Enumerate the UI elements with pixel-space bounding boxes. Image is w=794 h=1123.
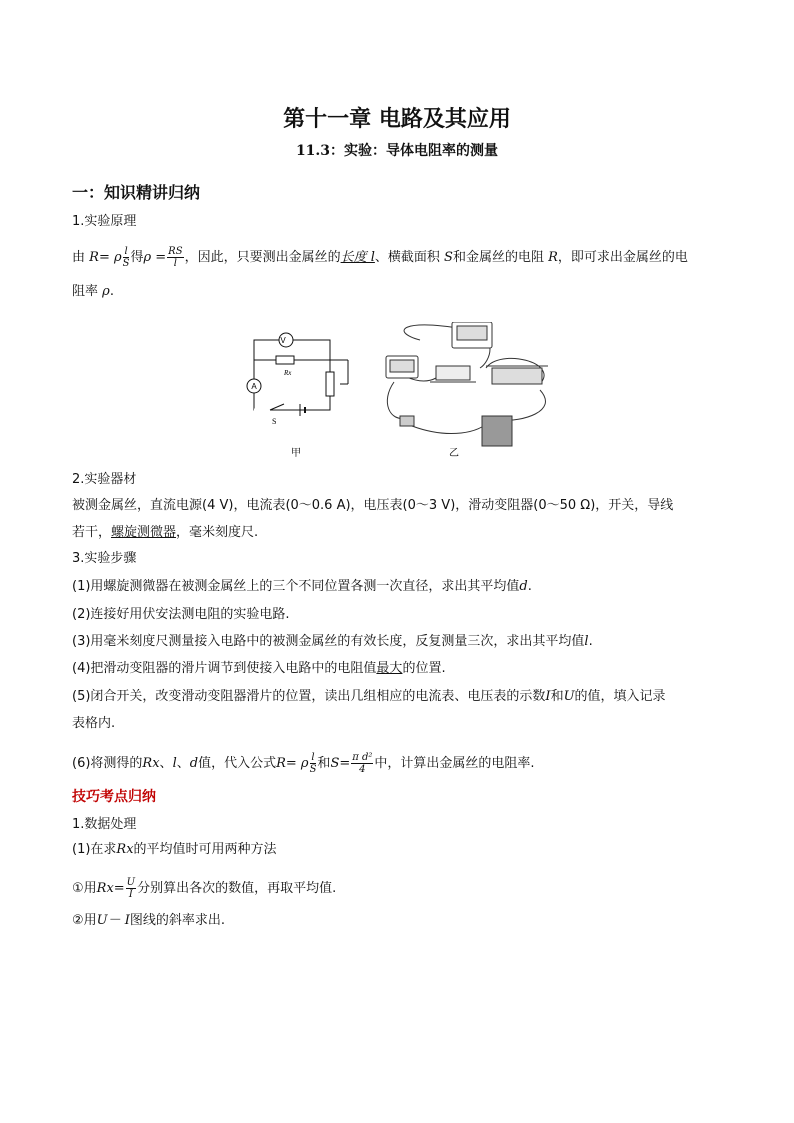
underlined-term: 螺旋测微器 (111, 525, 177, 540)
symbol: d (519, 579, 528, 594)
formula: U－ I (96, 913, 130, 928)
underlined-term: 最大 (376, 661, 403, 676)
numerator: π d² (352, 752, 373, 763)
fraction (167, 246, 183, 269)
figure-label-b: 乙 (449, 448, 459, 459)
symbol: R (548, 250, 558, 265)
step-5-cont: 表格内. (72, 716, 116, 731)
circuit-figure (240, 322, 580, 462)
text: 阻率 (72, 284, 99, 299)
text: ，因此，只要测出金属丝的 (184, 250, 341, 265)
denominator: l (173, 258, 177, 269)
formula: R= ρ (89, 250, 122, 265)
text: 图线的斜率求出. (129, 913, 226, 928)
text: 和金属丝的电阻 (452, 250, 544, 265)
switch-label: S (272, 417, 277, 426)
symbol: ρ (102, 284, 110, 299)
text: 分别算出各次的数值，再取平均值. (137, 881, 337, 896)
text: 的平均值时可用两种方法 (133, 842, 277, 857)
fraction (310, 752, 317, 775)
denominator: I (128, 889, 133, 900)
section-heading-knowledge: 一：知识精讲归纳 (72, 183, 201, 202)
chapter-title: 第十一章 电路及其应用 (283, 106, 511, 132)
text: 、 (176, 756, 190, 771)
text: ，毫米刻度尺. (176, 525, 259, 540)
step-5 (72, 688, 666, 706)
text: 、横截面积 (374, 250, 440, 265)
symbol: I (545, 689, 551, 704)
method-1 (72, 877, 336, 900)
principle-line-2 (72, 283, 114, 301)
text: (5)闭合开关，改变滑动变阻器滑片的位置，读出几组相应的电流表、电压表的示数 (72, 689, 546, 704)
equipment-title: 2.实验器材 (72, 472, 137, 487)
fraction (351, 752, 373, 775)
text: ②用 (72, 913, 97, 928)
fraction (126, 877, 136, 900)
text: (4)把滑动变阻器的滑片调节到使接入电路中的电阻值 (72, 661, 377, 676)
denominator: S (122, 258, 130, 269)
ammeter-label: A (251, 382, 257, 391)
symbol: d (189, 756, 199, 771)
equipment-line-1: 被测金属丝，直流电源(4 V)，电流表(0～0.6 A)，电压表(0～3 V)，滑动变阻器(0～50 Ω)，开关，导线 (72, 498, 674, 513)
fraction (123, 246, 130, 269)
text: (1)用螺旋测微器在被测金属丝上的三个不同位置各测一次直径，求出其平均值 (72, 579, 520, 594)
formula: ρ = (143, 250, 167, 265)
principle-title: 1.实验原理 (72, 214, 137, 229)
text: 由 (72, 250, 86, 265)
text: . (588, 634, 593, 649)
text: (6)将测得的 (72, 756, 143, 771)
data-title: 1.数据处理 (72, 817, 137, 832)
text: 和 (550, 689, 564, 704)
text: 和 (317, 756, 331, 771)
formula: S= (330, 756, 351, 771)
step-2: (2)连接好用伏安法测电阻的实验电路. (72, 607, 290, 622)
equipment-line-2 (72, 524, 258, 542)
step-3 (72, 633, 593, 651)
data-sub-1 (72, 841, 277, 859)
section-heading-tips: 技巧考点归纳 (72, 789, 156, 805)
text: . (109, 284, 114, 299)
text: 的位置. (402, 661, 446, 676)
numerator: U (126, 877, 136, 888)
denominator: S (309, 764, 317, 775)
text: (3)用毫米刻度尺测量接入电路中的被测金属丝的有效长度，反复测量三次，求出其平均值 (72, 634, 585, 649)
text: 得 (130, 250, 144, 265)
symbol: Rx (142, 756, 160, 771)
step-6 (72, 752, 535, 775)
symbol: l (172, 756, 177, 771)
text: 的值，填入记录 (574, 689, 666, 704)
section-subtitle: 11.3：实验：导体电阻率的测量 (295, 143, 499, 159)
text: . (527, 579, 532, 594)
method-2 (72, 912, 225, 930)
principle-line-1 (72, 246, 688, 269)
symbol: S (444, 250, 453, 265)
symbol: U (563, 689, 575, 704)
formula: Rx= (96, 881, 125, 896)
text: 值，代入公式 (198, 756, 277, 771)
voltmeter-label: V (280, 336, 286, 345)
symbol: l (584, 634, 589, 649)
text: (1)在求 (72, 842, 117, 857)
denominator: 4 (359, 764, 366, 775)
resistor-label: Rx (284, 369, 292, 377)
numerator: l (311, 752, 315, 763)
underlined-term: 长度 l (340, 250, 375, 265)
text: 、 (159, 756, 173, 771)
text: ①用 (72, 881, 97, 896)
figure-label-a: 甲 (291, 448, 301, 459)
numerator: l (124, 246, 128, 257)
step-4 (72, 660, 446, 678)
numerator: RS (168, 246, 183, 257)
apparatus-sketch (386, 322, 548, 446)
text: 若干， (72, 525, 112, 540)
symbol: Rx (116, 842, 134, 857)
step-1 (72, 578, 532, 596)
schematic-diagram (247, 333, 348, 416)
formula: R= ρ (276, 756, 309, 771)
steps-title: 3.实验步骤 (72, 551, 137, 566)
text: 中，计算出金属丝的电阻率. (374, 756, 535, 771)
text: ，即可求出金属丝的电 (557, 250, 688, 265)
circuit-diagrams (240, 322, 580, 462)
